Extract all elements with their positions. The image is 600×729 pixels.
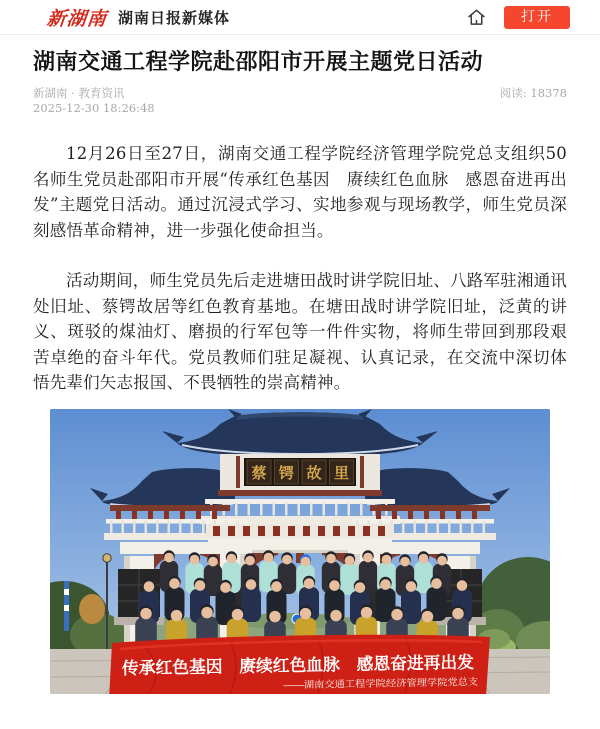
plaque-char: 故 [306,463,322,482]
open-button[interactable]: 打开 [504,6,570,29]
article-meta [33,86,567,116]
article-paragraph: 活动期间，师生党员先后走进塘田战时讲学院旧址、八路军驻湘通讯处旧址、蔡锷故居等红色教育基地。在塘田战时讲学院旧址，泛黄的讲义、斑驳的煤油灯、磨损的行军包等一件件实物，将师生带回到那段艰苦卓绝的奋斗年代。党员教师们驻足凝视、认真记录，在交流中深切体悟先辈们矢志报国、不畏牺牲的崇高精神。 [33,271,567,392]
home-icon[interactable] [465,6,487,28]
plaque-char: 锷 [278,463,295,482]
banner-slogan: 传承红色基因 赓续红色血脉 感恩奋进再出发 [121,652,480,678]
plaque [220,454,380,490]
top-bar [0,0,600,35]
xinhunan-logo: 新湖南 [45,7,109,30]
article [0,48,600,704]
plaque-char: 里 [333,463,350,482]
banner [109,634,490,693]
plaque-char: 蔡 [251,463,267,482]
banner-signature: ——湖南交通工程学院经济管理学院党总支 [283,676,464,691]
meta-left [33,86,155,116]
read-count: 阅读: 18378 [499,86,567,100]
photo-scene [50,409,550,694]
meta-datetime: 2025-12-30 18:26:48 [33,101,155,115]
article-photo[interactable] [50,409,550,694]
page-title: 湖南交通工程学院赴邵阳市开展主题党日活动 [33,49,484,75]
article-paragraph: 12月26日至27日，湖南交通工程学院经济管理学院党总支组织50名师生党员赴邵阳市开展“传承红色基因 赓续红色血脉 感恩奋进再出发”主题党日活动。通过沉浸式学习、实地参观与现场教学，师生党员深刻感悟革命精神，进一步强化使命担当。 [33,144,567,240]
meta-source: 新湖南 · 教育资讯 [33,86,125,100]
brand-name: 湖南日报新媒体 [118,8,231,27]
